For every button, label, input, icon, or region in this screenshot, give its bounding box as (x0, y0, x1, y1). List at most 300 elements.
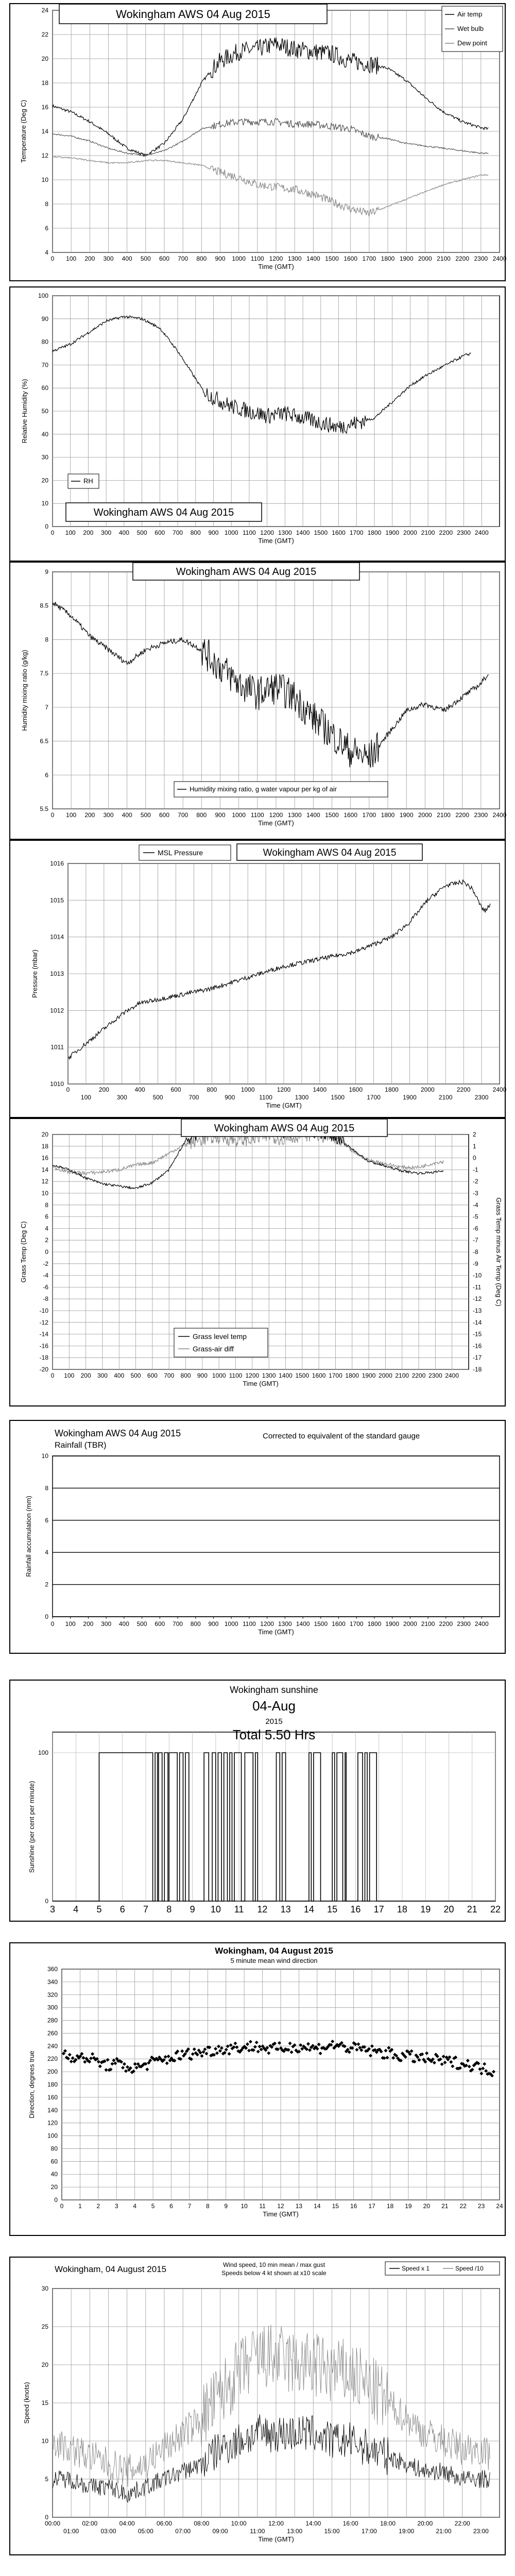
y-tick-label: -14 (39, 1330, 48, 1338)
x-tick-label: 9 (190, 1904, 195, 1914)
x-tick-label: 3 (49, 1904, 56, 1914)
y2-tick-label: -11 (473, 1283, 482, 1291)
x-tick-label: 22 (459, 2202, 467, 2210)
legend (139, 845, 231, 860)
x-tick-label: 400 (122, 255, 132, 262)
x-tick-label: 2000 (418, 811, 432, 819)
x-tick-label: 2400 (492, 1086, 507, 1093)
x-tick-label: 900 (208, 1620, 219, 1628)
y-tick-label: 10 (41, 1190, 48, 1197)
x-tick-label: 13 (295, 2202, 303, 2210)
x-tick-label: 14:00 (305, 2520, 321, 2527)
x-tick-label: 01:00 (63, 2528, 79, 2535)
y-tick-label: 8 (45, 1201, 48, 1209)
x-tick-label: 2200 (456, 1086, 471, 1093)
y2-tick-label: -15 (473, 1330, 482, 1338)
x-tick-label: 2100 (437, 811, 451, 819)
y-tick-label: 20 (41, 1131, 48, 1138)
chart-svg (10, 287, 505, 561)
y-tick-label: 14 (41, 128, 48, 135)
x-tick-label: 2100 (421, 1620, 435, 1628)
y-axis-label: Speed (knots) (23, 2382, 30, 2424)
x-tick-label: 1100 (229, 1372, 243, 1379)
y-tick-label: 100 (38, 1749, 48, 1756)
x-tick-label: 1500 (314, 529, 328, 536)
y-tick-label: 18 (41, 1142, 48, 1150)
x-tick-label: 400 (114, 1372, 125, 1379)
x-tick-label: 300 (116, 1094, 127, 1101)
chart-svg (10, 2258, 505, 2554)
y-tick-label: -4 (43, 1272, 48, 1279)
chart-title: Wokingham, 04 August 2015 (55, 2264, 167, 2274)
x-tick-label: 600 (147, 1372, 158, 1379)
x-axis-label: Time (GMT) (258, 1628, 294, 1636)
chart-svg (10, 841, 505, 1117)
x-tick-label: 0 (50, 1620, 55, 1628)
y-tick-label: 22 (41, 31, 48, 38)
x-tick-label: 900 (225, 1094, 235, 1101)
humidity-chart-panel (9, 286, 506, 562)
x-tick-label: 1500 (325, 811, 339, 819)
x-tick-label: 900 (215, 811, 226, 819)
x-tick-label: 1900 (403, 1094, 417, 1101)
y-tick-label: 100 (47, 2132, 58, 2140)
y-tick-label: 50 (41, 408, 48, 415)
y-tick-label: 340 (47, 1978, 58, 1986)
chart-total: Total 5.50 Hrs (232, 1727, 316, 1742)
legend (385, 2262, 500, 2275)
x-tick-label: 700 (173, 529, 183, 536)
chart-title: Wokingham sunshine (230, 1685, 318, 1695)
x-tick-label: 1600 (344, 811, 358, 819)
chart-note: Corrected to equivalent of the standard gauge (263, 1432, 420, 1440)
x-tick-label: 500 (136, 529, 147, 536)
x-tick-label: 1400 (306, 255, 320, 262)
x-tick-label: 1800 (367, 529, 382, 536)
x-tick-label: 17 (373, 1904, 384, 1914)
y2-tick-label: -1 (473, 1166, 478, 1174)
y2-tick-label: 1 (473, 1142, 476, 1150)
x-tick-label: 300 (101, 529, 112, 536)
x-tick-label: 0 (50, 1372, 55, 1379)
y-tick-label: 220 (47, 2055, 58, 2063)
x-tick-label: 1100 (243, 529, 256, 536)
x-tick-label: 5 (96, 1904, 102, 1914)
x-tick-label: 1900 (362, 1372, 376, 1379)
y2-tick-label: -10 (473, 1272, 482, 1279)
x-tick-label: 1200 (245, 1372, 260, 1379)
x-tick-label: 1400 (306, 811, 320, 819)
mixing-ratio-chart-panel (9, 562, 506, 840)
x-tick-label: 17 (368, 2202, 375, 2210)
x-tick-label: 500 (140, 811, 151, 819)
x-tick-label: 1200 (260, 529, 274, 536)
chart-subtitle: Rainfall (TBR) (55, 1441, 107, 1450)
x-tick-label: 21:00 (436, 2528, 452, 2535)
y-tick-label: 6 (45, 1516, 48, 1524)
temperature-chart-panel (9, 3, 506, 281)
x-tick-label: 1500 (325, 255, 339, 262)
y-tick-label: 10 (41, 500, 48, 507)
x-tick-label: 1300 (262, 1372, 276, 1379)
chart-title: Wokingham AWS 04 Aug 2015 (263, 847, 397, 858)
y-tick-label: 10 (41, 176, 48, 183)
y-tick-label: 30 (41, 453, 48, 461)
chart-title: Wokingham AWS 04 Aug 2015 (176, 566, 317, 578)
y-tick-label: 8 (45, 200, 48, 208)
y-tick-label: 0 (45, 1613, 48, 1620)
y-tick-label: 60 (50, 2158, 58, 2165)
x-tick-label: 1300 (278, 529, 292, 536)
x-tick-label: 900 (215, 255, 226, 262)
y-tick-label: 25 (41, 2323, 48, 2330)
y-tick-label: 40 (50, 2171, 58, 2178)
x-tick-label: 400 (118, 529, 129, 536)
x-tick-label: 18 (397, 1904, 407, 1914)
x-tick-label: 1000 (232, 811, 246, 819)
x-tick-label: 12:00 (268, 2520, 284, 2527)
x-tick-label: 2000 (418, 255, 432, 262)
chart-date: 04-Aug (252, 1698, 296, 1714)
y2-axis-label: Grass Temp minus Air Temp (Deg C) (495, 1197, 503, 1307)
x-tick-label: 04:00 (119, 2520, 135, 2527)
y2-tick-label: -14 (473, 1318, 482, 1326)
y-tick-label: 70 (41, 361, 48, 369)
x-tick-label: 700 (178, 255, 188, 262)
x-tick-label: 16 (350, 2202, 357, 2210)
x-axis-label: Time (GMT) (243, 1380, 279, 1387)
x-tick-label: 200 (98, 1086, 109, 1093)
x-tick-label: 2300 (428, 1372, 442, 1379)
x-tick-label: 1600 (332, 1620, 346, 1628)
x-tick-label: 23:00 (473, 2528, 489, 2535)
x-tick-label: 19 (420, 1904, 431, 1914)
x-tick-label: 16:00 (342, 2520, 358, 2527)
x-tick-label: 2200 (455, 255, 470, 262)
chart-header-note: Wind speed, 10 min mean / max gust (222, 2261, 325, 2268)
legend-label: Air temp (457, 10, 483, 18)
chart-svg (10, 1119, 505, 1405)
x-tick-label: 03:00 (100, 2528, 116, 2535)
x-tick-label: 2000 (379, 1372, 392, 1379)
y-tick-label: 0 (45, 523, 48, 530)
x-tick-label: 2200 (455, 811, 470, 819)
x-tick-label: 1800 (345, 1372, 359, 1379)
wind-direction-chart-panel (9, 1942, 506, 2236)
y2-tick-label: -4 (473, 1201, 478, 1209)
chart-svg (10, 1681, 505, 1921)
x-tick-label: 1000 (224, 529, 238, 536)
x-tick-label: 800 (196, 255, 207, 262)
x-tick-label: 900 (197, 1372, 208, 1379)
y-tick-label: 300 (47, 2004, 58, 2011)
y-tick-label: 8 (45, 1484, 48, 1492)
y-tick-label: 15 (41, 2399, 48, 2406)
y2-tick-label: -6 (473, 1225, 478, 1232)
y-tick-label: 0 (45, 1248, 48, 1256)
x-tick-label: 1400 (313, 1086, 327, 1093)
x-tick-label: 1500 (314, 1620, 328, 1628)
x-tick-label: 600 (170, 1086, 181, 1093)
y-tick-label: 80 (41, 338, 48, 346)
x-tick-label: 0 (60, 2202, 64, 2210)
y2-tick-label: -5 (473, 1213, 478, 1221)
x-tick-label: 1100 (250, 811, 264, 819)
x-tick-label: 2300 (457, 1620, 471, 1628)
y-tick-label: 100 (38, 292, 48, 299)
y-tick-label: 20 (50, 2183, 58, 2191)
y2-tick-label: -17 (473, 1354, 482, 1362)
y-tick-label: 5.5 (40, 805, 48, 812)
chart-title: Wokingham AWS 04 Aug 2015 (116, 7, 270, 21)
y-tick-label: 6 (45, 1213, 48, 1221)
x-tick-label: 10 (241, 2202, 248, 2210)
y-tick-label: 60 (41, 384, 48, 392)
legend-label: Humidity mixing ratio, g water vapour per kg of air (190, 785, 337, 793)
x-axis-label: Time (GMT) (258, 263, 294, 270)
legend-label: Speed /10 (455, 2265, 484, 2272)
y-tick-label: 8 (45, 636, 48, 643)
x-tick-label: 600 (159, 811, 170, 819)
y-tick-label: 10 (41, 1452, 48, 1460)
x-tick-label: 16 (350, 1904, 361, 1914)
x-tick-label: 4 (133, 2202, 137, 2210)
y-tick-label: 12 (41, 1178, 48, 1185)
x-tick-label: 4 (73, 1904, 79, 1914)
y-tick-label: 240 (47, 2042, 58, 2050)
y-axis-label: Rainfall accumulation (mm) (25, 1496, 32, 1577)
x-tick-label: 700 (173, 1620, 183, 1628)
x-tick-label: 2200 (439, 1620, 453, 1628)
x-tick-label: 1200 (269, 255, 283, 262)
y-tick-label: 9 (45, 568, 48, 575)
chart-svg (10, 1943, 505, 2235)
x-tick-label: 05:00 (138, 2528, 153, 2535)
x-tick-label: 20 (443, 1904, 454, 1914)
x-tick-label: 18:00 (380, 2520, 396, 2527)
y-tick-label: 4 (45, 1549, 48, 1556)
x-tick-label: 1700 (362, 255, 376, 262)
x-tick-label: 100 (65, 1620, 76, 1628)
y-tick-label: -16 (39, 1342, 48, 1350)
y-axis-label: Sunshine (per cent per minute) (28, 1781, 36, 1873)
x-tick-label: 300 (103, 255, 114, 262)
x-axis-label: Time (GMT) (266, 1101, 302, 1109)
x-tick-label: 300 (97, 1372, 108, 1379)
x-tick-label: 14 (314, 2202, 321, 2210)
x-tick-label: 5 (151, 2202, 155, 2210)
y2-tick-label: -2 (473, 1178, 478, 1185)
x-tick-label: 02:00 (82, 2520, 98, 2527)
x-tick-label: 2000 (420, 1086, 435, 1093)
x-tick-label: 800 (180, 1372, 191, 1379)
x-tick-label: 1700 (349, 529, 364, 536)
chart-title: Wokingham AWS 04 Aug 2015 (55, 1428, 181, 1438)
x-tick-label: 23 (477, 2202, 485, 2210)
x-tick-label: 1700 (329, 1372, 342, 1379)
legend (68, 474, 99, 488)
y-tick-label: 40 (41, 430, 48, 438)
x-tick-label: 6 (119, 1904, 125, 1914)
x-tick-label: 200 (80, 1372, 91, 1379)
y-tick-label: 18 (41, 79, 48, 87)
x-axis-label: Time (GMT) (258, 537, 294, 545)
y-tick-label: 140 (47, 2106, 58, 2114)
x-tick-label: 400 (118, 1620, 129, 1628)
x-tick-label: 6 (169, 2202, 173, 2210)
x-tick-label: 500 (130, 1372, 141, 1379)
x-tick-label: 2000 (403, 1620, 417, 1628)
y-tick-label: 7 (45, 703, 48, 711)
x-tick-label: 100 (80, 1094, 91, 1101)
wind-speed-chart-panel (9, 2257, 506, 2555)
x-tick-label: 1200 (277, 1086, 291, 1093)
x-tick-label: 100 (64, 1372, 75, 1379)
x-tick-label: 2400 (445, 1372, 459, 1379)
y2-tick-label: -18 (473, 1366, 482, 1373)
y-tick-label: 160 (47, 2093, 58, 2101)
y-tick-label: 1016 (50, 860, 64, 867)
x-tick-label: 1400 (296, 529, 310, 536)
y-tick-label: -2 (43, 1260, 48, 1267)
x-tick-label: 1000 (241, 1086, 255, 1093)
x-tick-label: 1300 (295, 1094, 309, 1101)
y-tick-label: -18 (39, 1354, 48, 1362)
y-tick-label: -6 (43, 1283, 48, 1291)
x-tick-label: 1300 (287, 811, 302, 819)
plot-area (53, 1732, 495, 1901)
y-tick-label: 0 (45, 1897, 48, 1905)
x-tick-label: 1900 (399, 255, 414, 262)
legend (174, 1328, 268, 1357)
y-tick-label: 7.5 (40, 670, 48, 677)
x-tick-label: 1000 (224, 1620, 238, 1628)
legend-label: Speed x 1 (402, 2265, 430, 2272)
y-tick-label: 200 (47, 2068, 58, 2076)
x-tick-label: 8 (205, 2202, 210, 2210)
y2-tick-label: -7 (473, 1236, 478, 1244)
x-tick-label: 2100 (438, 1094, 453, 1101)
x-tick-label: 12 (277, 2202, 284, 2210)
x-tick-label: 600 (159, 255, 170, 262)
y-tick-label: 320 (47, 1991, 58, 1998)
legend-label: RH (83, 477, 93, 485)
y-tick-label: 1011 (50, 1043, 64, 1051)
chart-subtitle: 5 minute mean wind direction (230, 1957, 318, 1964)
x-tick-label: 100 (66, 255, 77, 262)
x-tick-label: 1 (78, 2202, 82, 2210)
x-tick-label: 1400 (296, 1620, 310, 1628)
x-tick-label: 06:00 (156, 2520, 173, 2527)
x-tick-label: 600 (154, 529, 165, 536)
y2-tick-label: 2 (473, 1131, 476, 1138)
x-tick-label: 200 (83, 529, 94, 536)
x-tick-label: 0 (50, 255, 55, 262)
x-tick-label: 1100 (243, 1620, 256, 1628)
x-tick-label: 2100 (395, 1372, 409, 1379)
x-tick-label: 21 (467, 1904, 477, 1914)
y-tick-label: 6 (45, 225, 48, 232)
y-tick-label: 20 (41, 2361, 48, 2368)
x-tick-label: 20:00 (417, 2520, 433, 2527)
chart-title: Wokingham AWS 04 Aug 2015 (214, 1123, 355, 1134)
y-tick-label: -12 (39, 1318, 48, 1326)
y-tick-label: 1014 (50, 933, 64, 941)
y-tick-label: 1015 (50, 896, 64, 904)
x-tick-label: 7 (187, 2202, 192, 2210)
x-tick-label: 21 (441, 2202, 449, 2210)
x-tick-label: 1800 (381, 255, 395, 262)
x-tick-label: 600 (154, 1620, 165, 1628)
x-tick-label: 2300 (474, 811, 488, 819)
x-tick-label: 2400 (492, 255, 507, 262)
x-tick-label: 1300 (278, 1620, 292, 1628)
legend-label: MSL Pressure (158, 849, 203, 857)
x-tick-label: 1500 (331, 1094, 345, 1101)
y-tick-label: 90 (41, 315, 48, 323)
x-tick-label: 1200 (269, 811, 283, 819)
x-tick-label: 11 (259, 2202, 266, 2210)
x-tick-label: 700 (164, 1372, 175, 1379)
x-axis-label: Time (GMT) (258, 819, 294, 827)
x-tick-label: 22 (490, 1904, 501, 1914)
x-tick-label: 0 (50, 811, 55, 819)
x-tick-label: 07:00 (175, 2528, 191, 2535)
x-tick-label: 09:00 (212, 2528, 228, 2535)
y-tick-label: -10 (39, 1307, 48, 1314)
x-tick-label: 1500 (295, 1372, 310, 1379)
legend-label: Wet bulb (457, 25, 484, 32)
x-tick-label: 2200 (439, 529, 453, 536)
y-tick-label: 0 (45, 2514, 48, 2521)
x-tick-label: 1900 (385, 1620, 400, 1628)
x-tick-label: 0 (66, 1086, 70, 1093)
x-tick-label: 2300 (474, 1094, 489, 1101)
x-tick-label: 12 (257, 1904, 268, 1914)
y-axis-label: Temperature (Deg C) (20, 99, 27, 163)
x-tick-label: 1400 (279, 1372, 293, 1379)
pressure-chart-panel (9, 840, 506, 1118)
x-tick-label: 14 (303, 1904, 314, 1914)
y-tick-label: 1010 (50, 1080, 64, 1088)
x-tick-label: 11:00 (250, 2528, 265, 2535)
x-tick-label: 2100 (421, 529, 435, 536)
x-tick-label: 1200 (260, 1620, 274, 1628)
x-tick-label: 2300 (474, 255, 488, 262)
x-tick-label: 22:00 (454, 2520, 470, 2527)
x-tick-label: 2000 (403, 529, 417, 536)
x-tick-label: 17:00 (361, 2528, 377, 2535)
y2-tick-label: -13 (473, 1307, 482, 1314)
y-tick-label: 6 (45, 771, 48, 779)
x-tick-label: 500 (152, 1094, 163, 1101)
legend (174, 782, 388, 797)
x-tick-label: 24 (496, 2202, 503, 2210)
y2-tick-label: -3 (473, 1190, 478, 1197)
y-tick-label: 20 (41, 477, 48, 484)
x-tick-label: 10:00 (231, 2520, 247, 2527)
x-tick-label: 400 (122, 811, 132, 819)
legend-label: Dew point (457, 39, 487, 47)
x-tick-label: 200 (84, 255, 95, 262)
x-tick-label: 8 (166, 1904, 172, 1914)
chart-svg (10, 1421, 505, 1653)
x-tick-label: 400 (134, 1086, 145, 1093)
y-tick-label: -20 (39, 1366, 48, 1373)
x-tick-label: 700 (188, 1094, 199, 1101)
y-tick-label: -8 (43, 1295, 48, 1303)
chart-svg (10, 563, 505, 839)
